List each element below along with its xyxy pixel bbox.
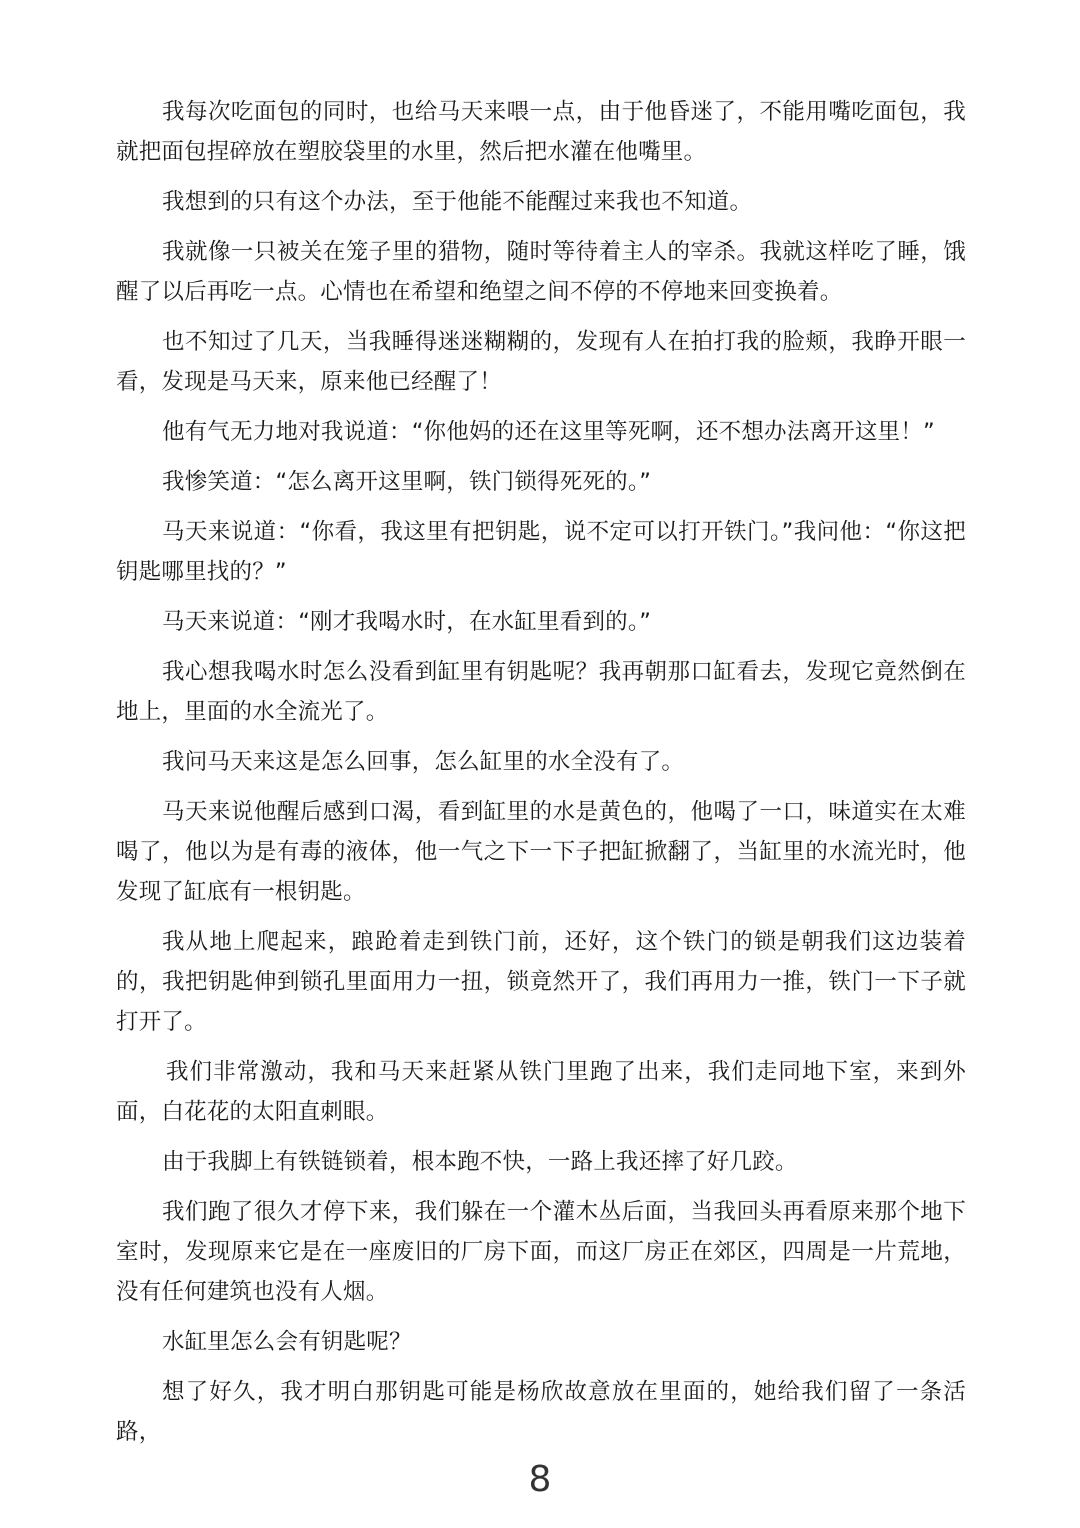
paragraph: 我问马天来这是怎么回事，怎么缸里的水全没有了。	[162, 749, 685, 775]
paragraph: 我们跑了很久才停下来，我们躲在一个灌木丛后面，当我回头再看原来那个地下室时，发现原来它是在一座废旧的厂房下面，而这厂房正在郊区，四周是一片荒地，没有任何建筑也没有人烟。	[116, 1199, 966, 1305]
paragraph: 由于我脚上有铁链锁着，根本跑不快，一路上我还摔了好几跤。	[162, 1149, 798, 1175]
paragraph: 我们非常激动，我和马天来赶紧从铁门里跑了出来，我们走同地下室，来到外面，白花花的太阳直刺眼。	[116, 1059, 966, 1125]
paragraph: 我心想我喝水时怎么没看到缸里有钥匙呢？我再朝那口缸看去，发现它竟然倒在地上，里面的水全流光了。	[116, 659, 966, 725]
paragraph: 马天来说道：“你看，我这里有把钥匙，说不定可以打开铁门。”我问他：“你这把钥匙哪里找的？”	[116, 519, 966, 585]
paragraph: 马天来说道：“刚才我喝水时，在水缸里看到的。”	[162, 609, 652, 635]
document-body	[116, 92, 966, 1462]
paragraph: 也不知过了几天，当我睡得迷迷糊糊的，发现有人在拍打我的脸颊，我睁开眼一看，发现是马天来，原来他已经醒了！	[116, 329, 966, 395]
paragraph: 水缸里怎么会有钥匙呢？	[162, 1329, 412, 1355]
paragraph: 马天来说他醒后感到口渴，看到缸里的水是黄色的，他喝了一口，味道实在太难喝了，他以为是有毒的液体，他一气之下一下子把缸掀翻了，当缸里的水流光时，他发现了缸底有一根钥匙。	[116, 799, 966, 905]
paragraph: 我想到的只有这个办法，至于他能不能醒过来我也不知道。	[162, 189, 753, 215]
page-number: 8	[528, 1459, 552, 1500]
paragraph: 我惨笑道：“怎么离开这里啊，铁门锁得死死的。”	[162, 469, 652, 495]
paragraph: 我每次吃面包的同时，也给马天来喂一点，由于他昏迷了，不能用嘴吃面包，我就把面包捏碎放在塑胶袋里的水里，然后把水灌在他嘴里。	[116, 99, 966, 165]
paragraph: 他有气无力地对我说道：“你他妈的还在这里等死啊，还不想办法离开这里！”	[162, 419, 935, 445]
paragraph: 我从地上爬起来，踉跄着走到铁门前，还好，这个铁门的锁是朝我们这边装着的，我把钥匙伸到锁孔里面用力一扭，锁竟然开了，我们再用力一推，铁门一下子就打开了。	[116, 929, 966, 1035]
paragraph: 我就像一只被关在笼子里的猎物，随时等待着主人的宰杀。我就这样吃了睡，饿醒了以后再吃一点。心情也在希望和绝望之间不停的不停地来回变换着。	[116, 239, 966, 305]
paragraph: 想了好久，我才明白那钥匙可能是杨欣故意放在里面的，她给我们留了一条活路，	[116, 1379, 966, 1445]
